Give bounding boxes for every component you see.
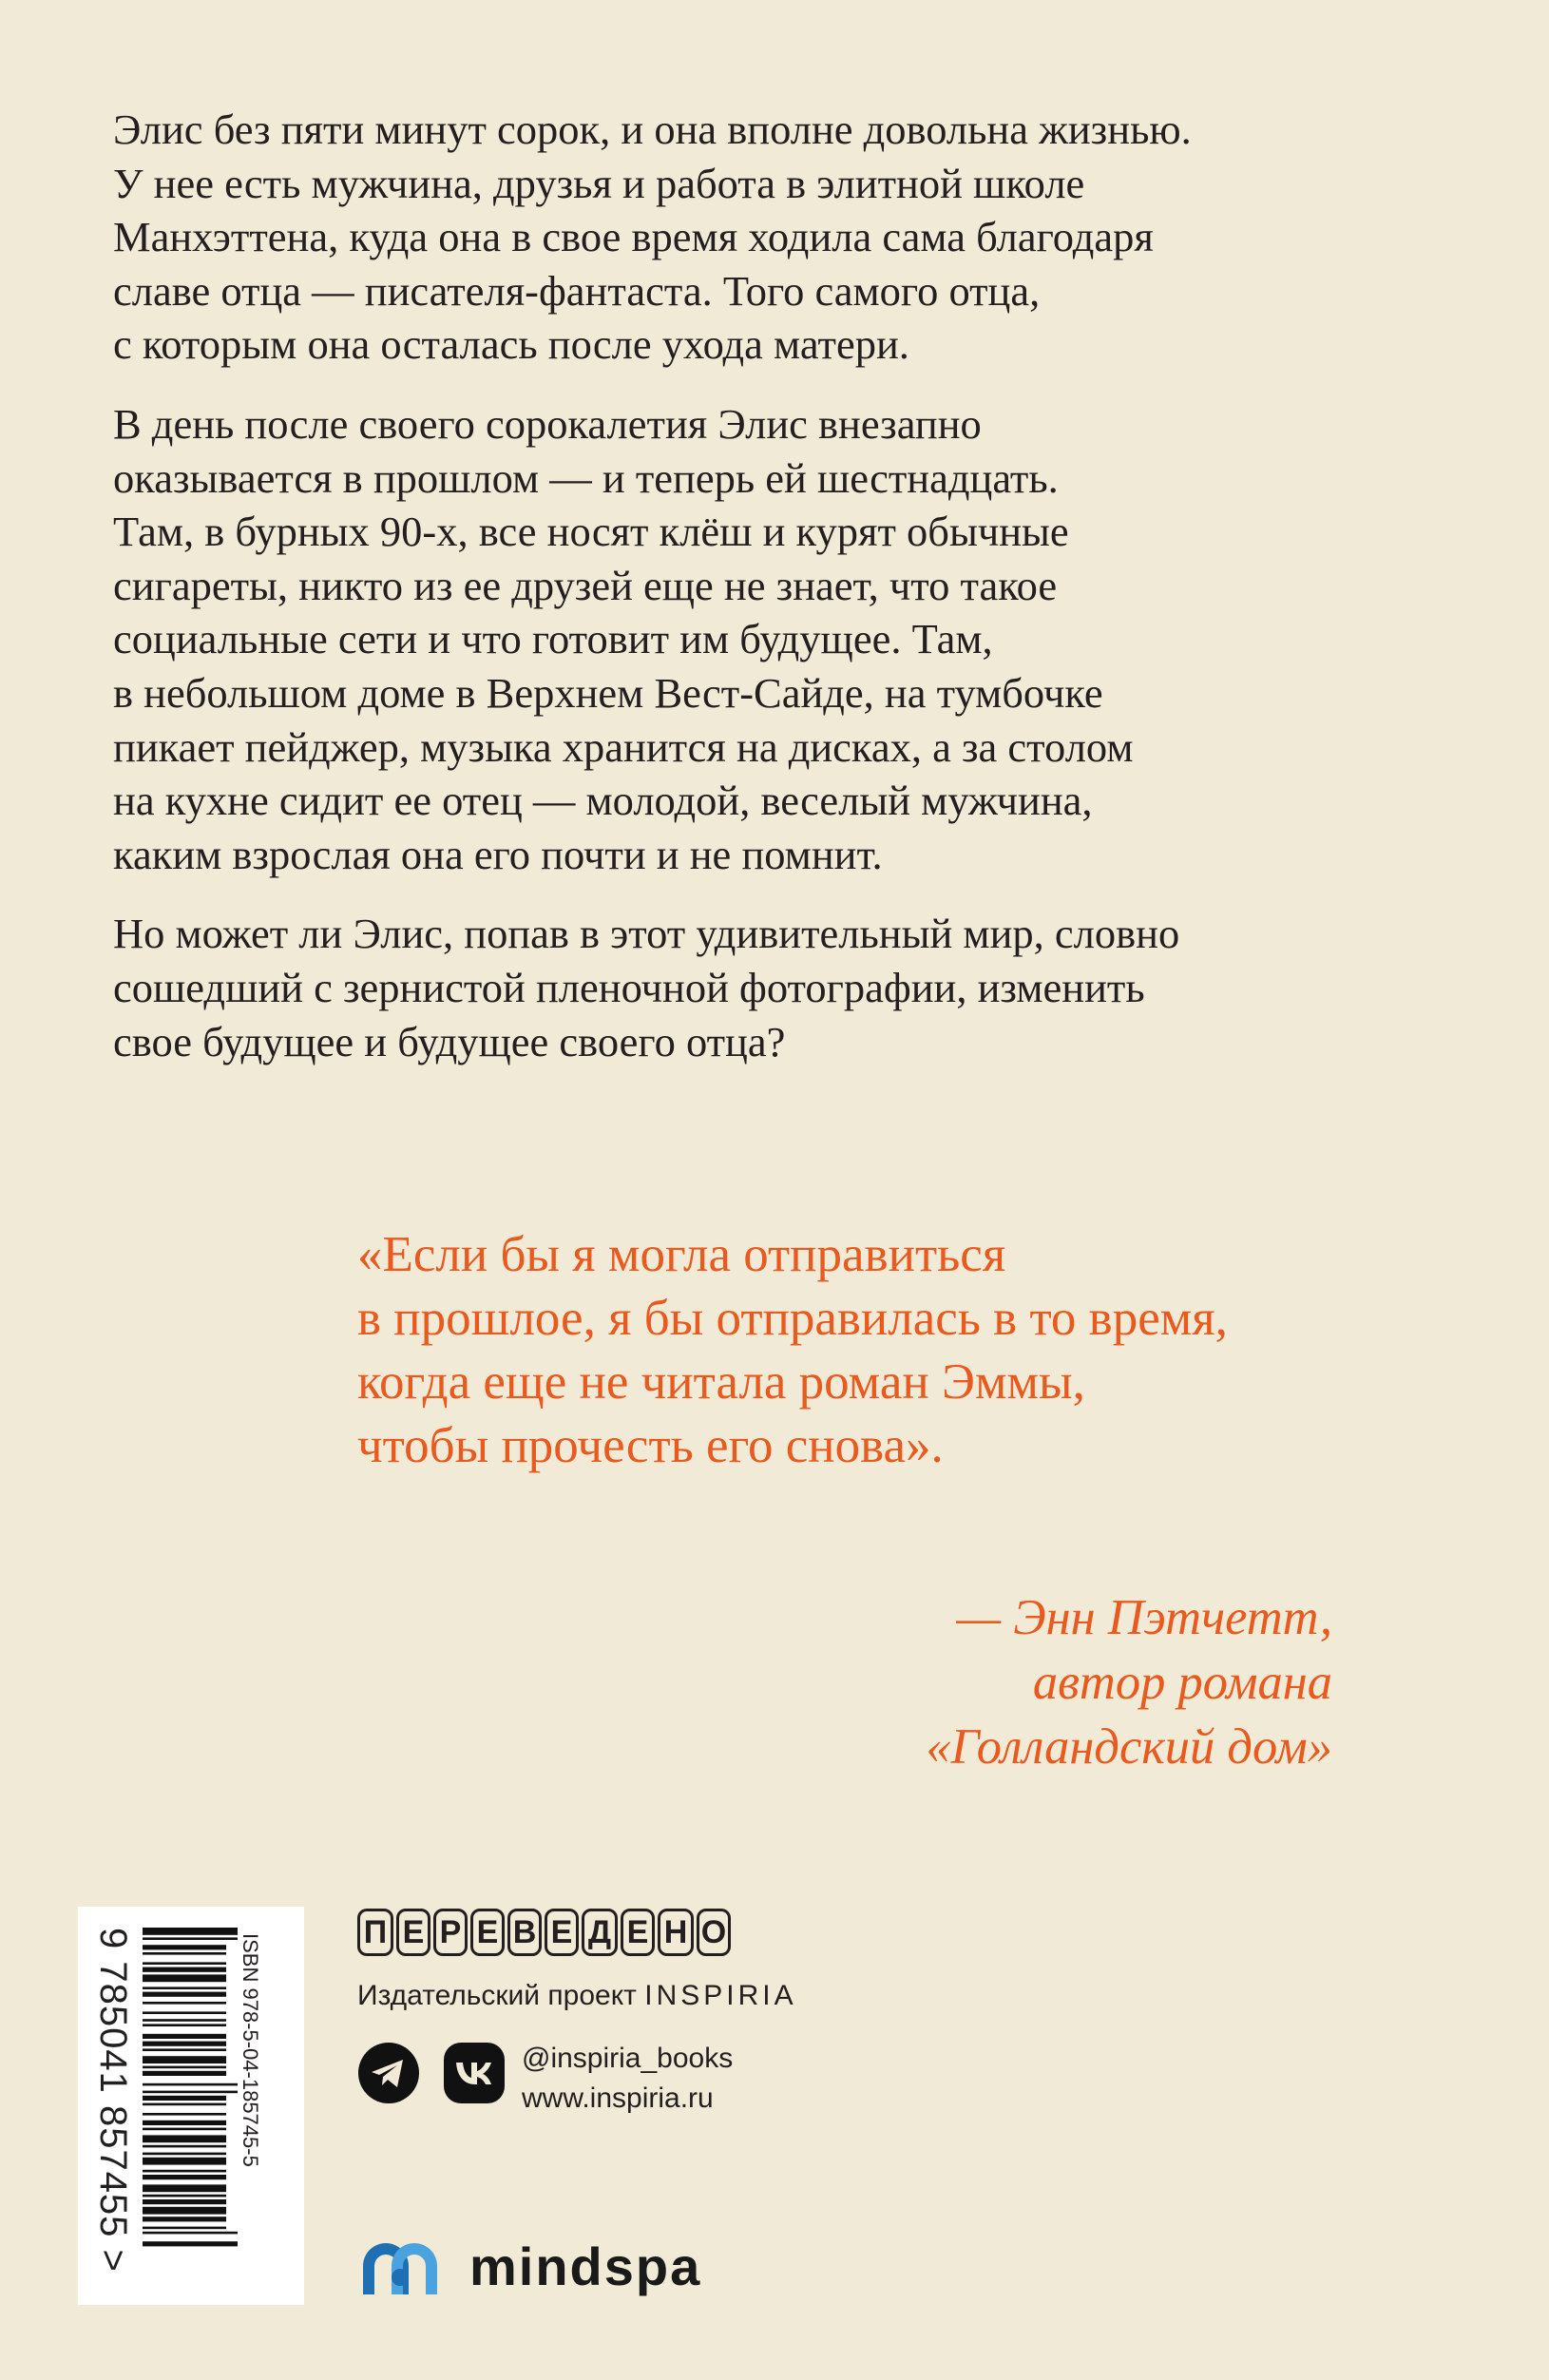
text-line: Но может ли Элис, попав в этот удивительный мир, словно: [113, 910, 1180, 958]
publisher-line: [357, 1980, 797, 2012]
isbn-barcode: [78, 1907, 304, 2305]
barcode-bar: [143, 2042, 226, 2046]
quote-line: когда еще не читала роман Эммы,: [357, 1354, 1085, 1410]
social-handle[interactable]: @inspiria_books: [522, 2043, 734, 2074]
barcode-bar: [143, 1962, 226, 1965]
text-line: с которым она осталась после ухода матери.: [113, 320, 909, 369]
description-paragraph-2: [113, 397, 1463, 881]
barcode-bar: [143, 1967, 226, 1972]
barcode-bar: [143, 2145, 226, 2148]
barcode-bar: [143, 2034, 226, 2039]
barcode-bar: [143, 1928, 238, 1935]
barcode-bar: [143, 1992, 226, 1997]
barcode-bar: [143, 2153, 226, 2156]
series-letter-box: Е: [470, 1909, 505, 1956]
vk-icon[interactable]: [443, 2042, 506, 2104]
barcode-bar: [143, 2083, 238, 2086]
text-line: свое будущее и будущее своего отца?: [113, 1017, 786, 1065]
barcode-bar: [143, 2217, 226, 2221]
barcode-bar: [143, 2158, 226, 2165]
text-line: на кухне сидит ее отец — молодой, веселый мужчина,: [113, 777, 1093, 825]
barcode-bar: [143, 2232, 238, 2235]
imprint-logo: [357, 2236, 701, 2297]
series-letter-box: О: [697, 1909, 731, 1956]
barcode-bar: [143, 2135, 226, 2142]
telegram-icon[interactable]: [357, 2042, 420, 2104]
website-link[interactable]: www.inspiria.ru: [522, 2082, 714, 2114]
barcode-bar: [143, 2103, 226, 2106]
barcode-bar: [143, 2241, 238, 2246]
series-letter-box: Н: [658, 1909, 694, 1956]
text-line: каким взрослая она его почти и не помнит.: [113, 830, 883, 878]
text-line: сошедший с зернистой пленочной фотографии, изменить: [113, 963, 1145, 1011]
barcode-bar: [143, 2096, 226, 2101]
text-line: социальные сети и что готовит им будущее. Там,: [113, 615, 993, 663]
barcode-bar: [143, 1974, 226, 1982]
barcode-bar: [143, 2056, 226, 2063]
description-paragraph-3: [113, 907, 1463, 1068]
barcode-bar: [143, 1937, 238, 1940]
barcode-graphic: [78, 1907, 304, 2305]
text-line: В день после своего сорокалетия Элис внезапно: [113, 399, 982, 448]
barcode-bar: [143, 2195, 226, 2198]
description: [113, 103, 1463, 1094]
text-line: славе отца — писателя-фантаста. Того самого отца,: [113, 266, 1041, 315]
text-line: в небольшом доме в Верхнем Вест-Сайде, на тумбочке: [113, 668, 1103, 717]
publisher-prefix: Издательский проект: [357, 1980, 637, 2011]
series-letter-boxes: [357, 1909, 731, 1956]
barcode-bar: [143, 2066, 226, 2069]
publisher-name: INSPIRIA: [644, 1980, 797, 2011]
social-links: [522, 2039, 733, 2119]
series-letter-box: Р: [433, 1909, 468, 1956]
barcode-bar: [143, 2113, 226, 2116]
barcode-bar: [143, 2199, 226, 2204]
imprint-name: mindspa: [469, 2236, 702, 2296]
barcode-bar: [143, 2071, 226, 2076]
series-letter-box: Е: [396, 1909, 430, 1956]
attribution-line: — Энн Пэтчетт,: [956, 1590, 1332, 1645]
barcode-bars: [143, 1928, 238, 2246]
description-paragraph-1: [113, 103, 1463, 372]
series-letter-box: Е: [545, 1909, 579, 1956]
barcode-bar: [143, 2002, 226, 2005]
text-line: У нее есть мужчина, друзья и работа в элитной школе: [113, 159, 1085, 207]
barcode-bar: [143, 2175, 226, 2179]
blurb-quote: [357, 1223, 1460, 1478]
social-icons: [357, 2042, 506, 2104]
series-logo: [357, 1909, 731, 1956]
barcode-bar: [143, 2011, 226, 2014]
barcode-bar: [143, 2091, 238, 2094]
series-letter-box: П: [357, 1909, 393, 1956]
attribution-line: «Голландский дом»: [926, 1719, 1332, 1775]
series-letter-box: Е: [621, 1909, 655, 1956]
quote-line: «Если бы я могла отправиться: [357, 1227, 1006, 1282]
barcode-bar: [143, 1987, 226, 1989]
barcode-bar: [143, 2227, 226, 2230]
barcode-bar: [143, 2121, 226, 2125]
barcode-bar: [143, 1945, 226, 1949]
text-line: Там, в бурных 90-х, все носят клёш и курят обычные: [113, 508, 1069, 556]
text-line: оказывается в прошлом — и теперь ей шестнадцать.: [113, 453, 1059, 502]
text-line: сигареты, никто из ее друзей еще не знает, что такое: [113, 561, 1058, 609]
series-letter-box: Д: [582, 1909, 618, 1956]
attribution-line: автор романа: [1032, 1655, 1332, 1710]
isbn-label: ISBN 978-5-04-185745-5: [239, 1933, 262, 2167]
quote-line: чтобы прочесть его снова».: [357, 1418, 944, 1473]
barcode-bar: [143, 2170, 226, 2173]
barcode-digits: 9 785041 857455 >: [92, 1928, 134, 2273]
barcode-bar: [143, 2019, 226, 2022]
quote-attribution: [926, 1585, 1332, 1779]
series-letter-box: В: [507, 1909, 542, 1956]
text-line: Элис без пяти минут сорок, и она вполне довольна жизнью.: [113, 106, 1192, 153]
mindspa-logo-icon: [357, 2237, 443, 2296]
quote-line: в прошлое, я бы отправилась в то время,: [357, 1291, 1228, 1346]
barcode-bar: [143, 2048, 226, 2051]
barcode-bar: [143, 2184, 226, 2192]
barcode-bar: [143, 2024, 226, 2026]
barcode-bar: [143, 2128, 226, 2131]
text-line: пикает пейджер, музыка хранится на дисках, а за столом: [113, 722, 1134, 771]
barcode-bar: [143, 2207, 226, 2215]
text-line: Манхэттена, куда она в свое время ходила сама благодаря: [113, 213, 1154, 261]
barcode-bar: [143, 1952, 226, 1955]
